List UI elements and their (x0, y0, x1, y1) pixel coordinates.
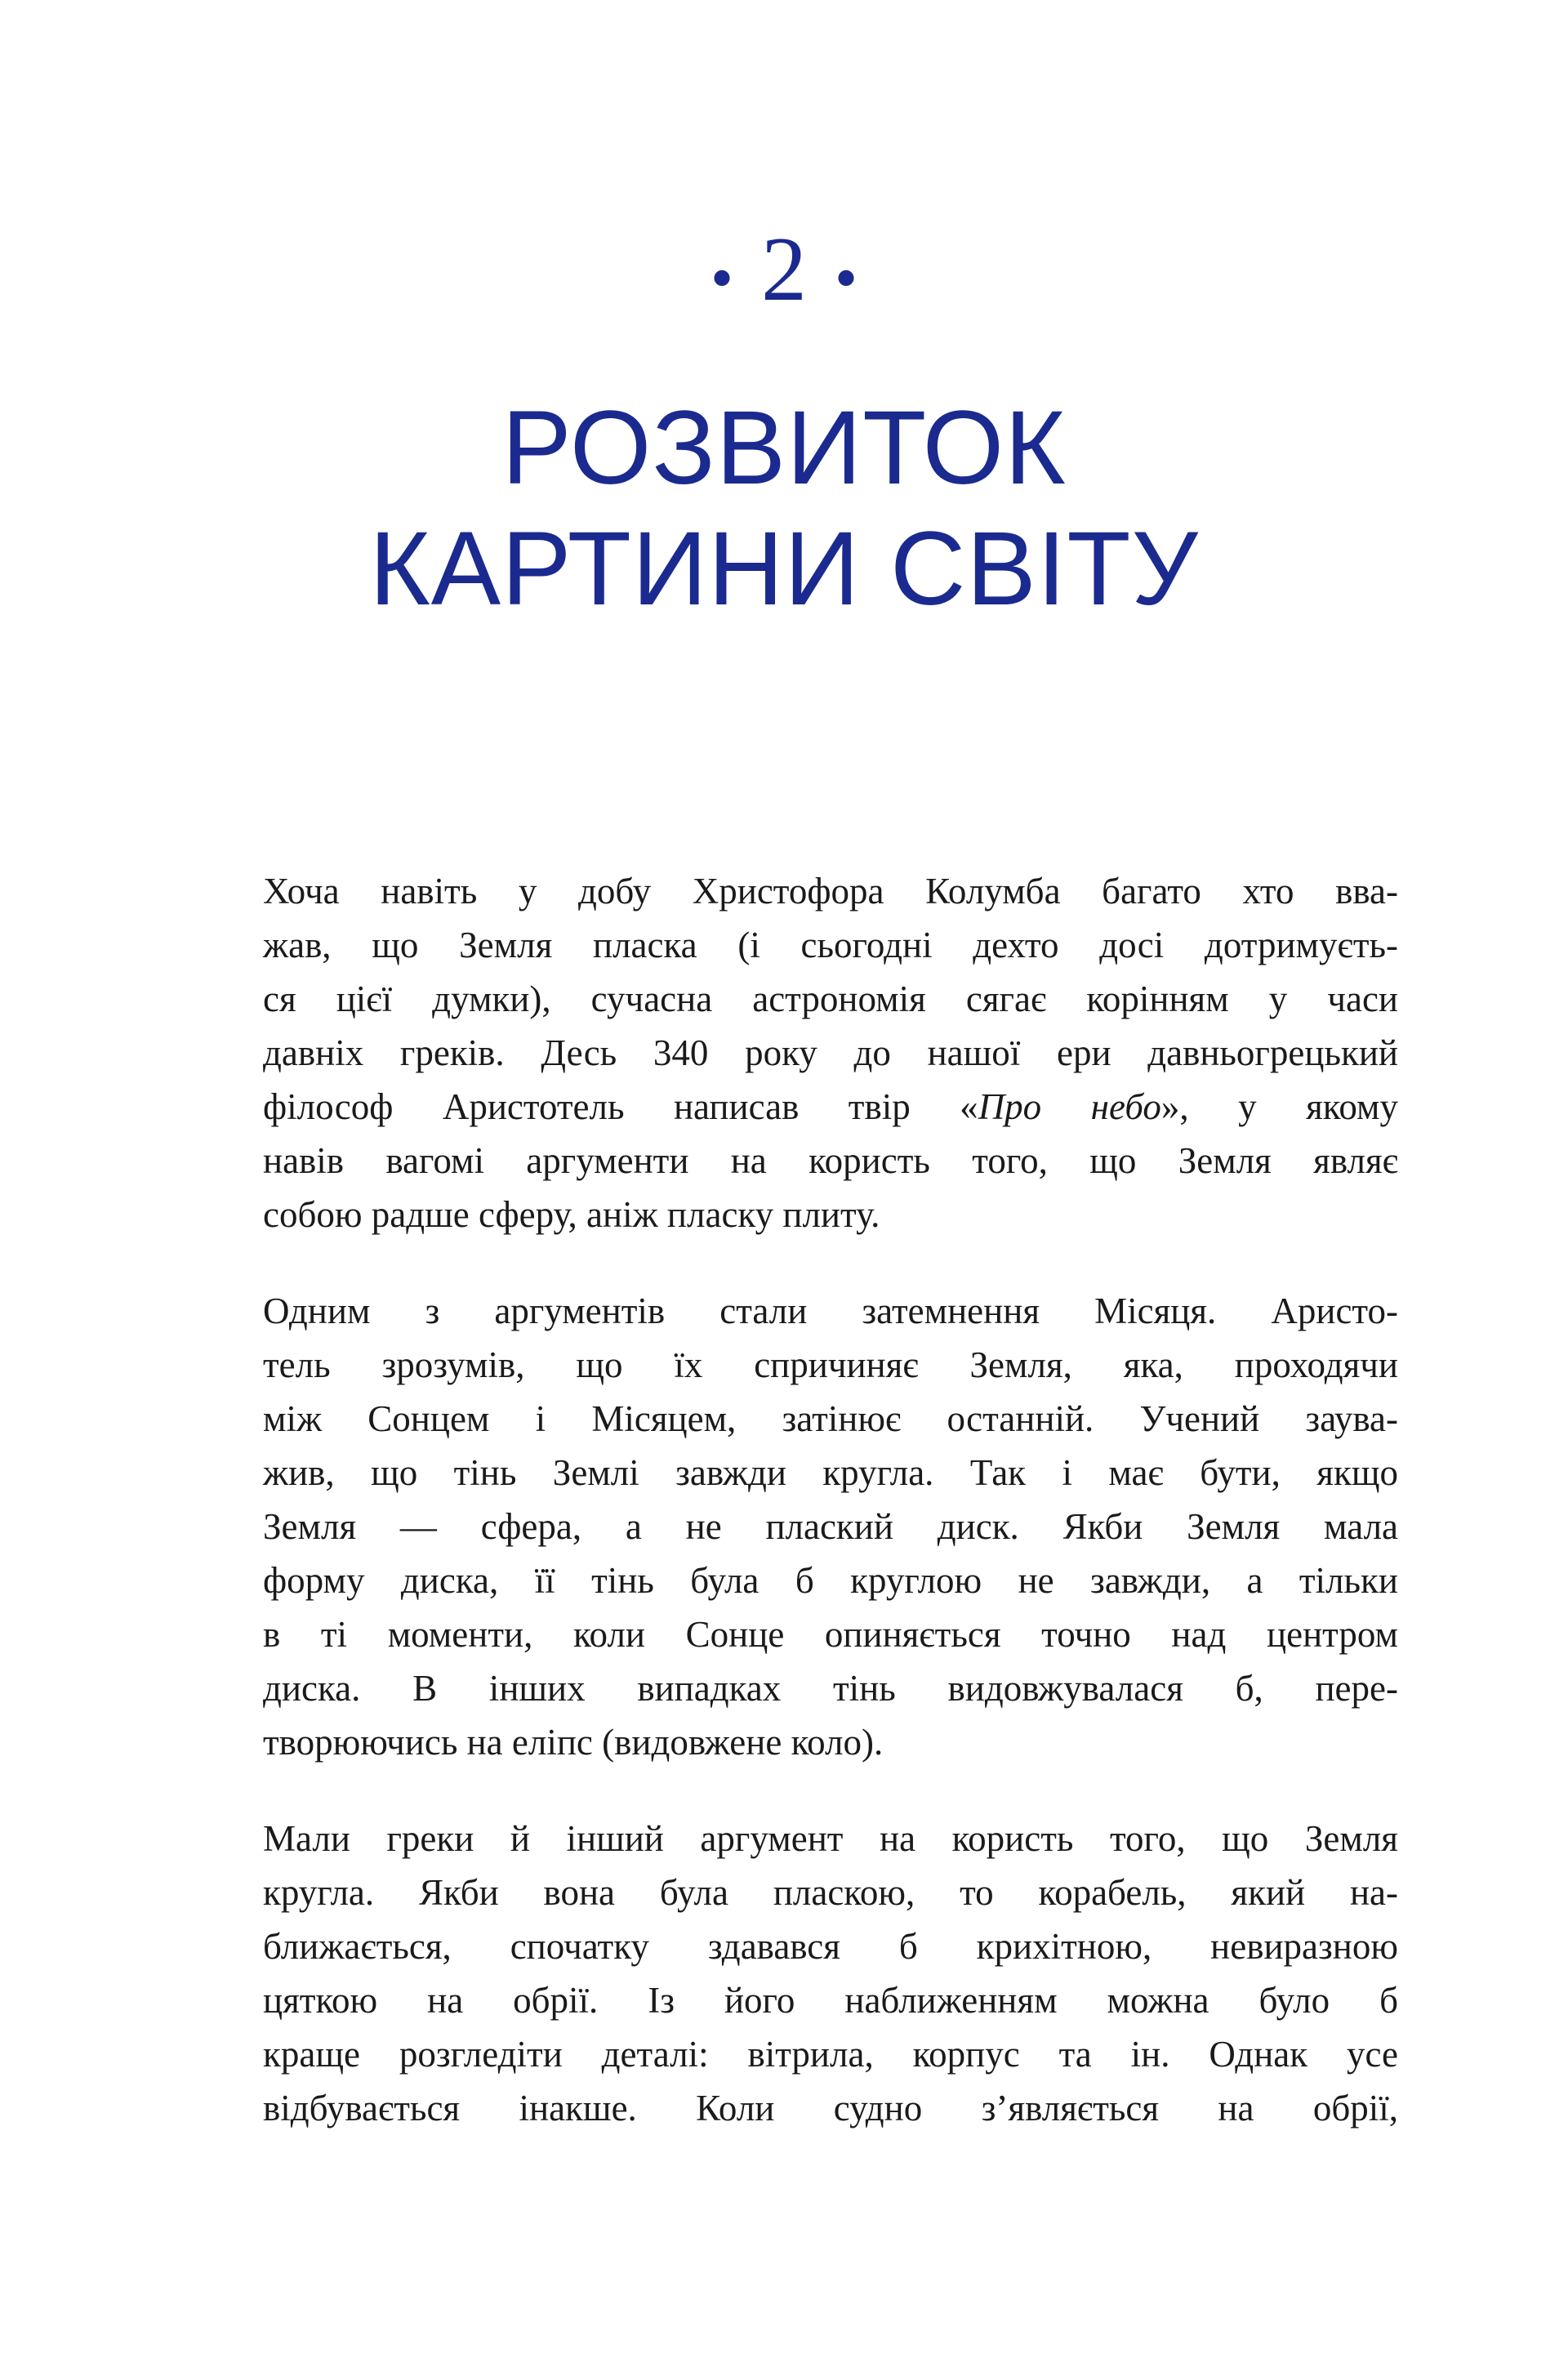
text-line: в ті моменти, коли Сонце опиняється точно над центром (263, 1614, 1398, 1655)
text-line: ся цієї думки), сучасна астрономія сягає корінням у часи (263, 978, 1398, 1019)
text-segment: філософ Аристотель написав твір « (263, 1086, 978, 1127)
text-line: форму диска, її тінь була б круглою не завжди, а тільки (263, 1560, 1398, 1601)
text-line: ближається, спочатку здавався б крихітною, невиразною (263, 1926, 1398, 1967)
bullet-right: • (835, 243, 858, 315)
text-line: давніх греків. Десь 340 року до нашої ери давньогрецький (263, 1032, 1398, 1073)
chapter-number (0, 216, 1568, 332)
text-line: краще розгледіти деталі: вітрила, корпус та ін. Однак усе (263, 2034, 1398, 2075)
text-line: кругла. Якби вона була пласкою, то корабель, який на- (263, 1872, 1398, 1913)
text-line: Земля — сфера, а не плаский диск. Якби Земля мала (263, 1506, 1398, 1547)
text-line: собою радше сферу, аніж пласку плиту. (263, 1194, 880, 1235)
chapter-title-line: КАРТИНИ СВІТУ (369, 510, 1199, 627)
bullet-left: • (710, 243, 733, 315)
paragraph-3 (263, 1812, 1398, 2135)
text-line: Мали греки й інший аргумент на користь того, що Земля (263, 1818, 1398, 1859)
text-segment: », у якому (1160, 1086, 1398, 1127)
text-line: тель зрозумів, що їх спричиняє Земля, яка, проходячи (263, 1344, 1398, 1385)
text-line: між Сонцем і Місяцем, затінює останній. Учений заува- (263, 1398, 1398, 1439)
text-line: відбувається інакше. Коли судно з’являється на обрії, (263, 2088, 1398, 2129)
chapter-title (0, 388, 1568, 630)
paragraph-2 (263, 1284, 1398, 1769)
text-line: жив, що тінь Землі завжди кругла. Так і має бути, якщо (263, 1452, 1398, 1493)
chapter-number-value: 2 (761, 219, 807, 320)
text-line: цяткою на обрії. Із його наближенням можна було б (263, 1980, 1398, 2021)
paragraph-1 (263, 864, 1398, 1241)
text-line: Хоча навіть у добу Христофора Колумба багато хто вва- (263, 871, 1398, 912)
text-line: жав, що Земля пласка (і сьогодні дехто досі дотримуєть- (263, 925, 1398, 965)
book-title: Про небо (978, 1086, 1161, 1127)
text-line: творюючись на еліпс (видовжене коло). (263, 1722, 884, 1763)
text-line: диска. В інших випадках тінь видовжувалася б, пере- (263, 1668, 1398, 1709)
text-line: Одним з аргументів стали затемнення Місяця. Аристо- (263, 1290, 1398, 1331)
text-line: навів вагомі аргументи на користь того, що Земля являє (263, 1140, 1398, 1181)
chapter-title-line: РОЗВИТОК (501, 390, 1067, 506)
text-line (263, 1080, 1398, 1134)
